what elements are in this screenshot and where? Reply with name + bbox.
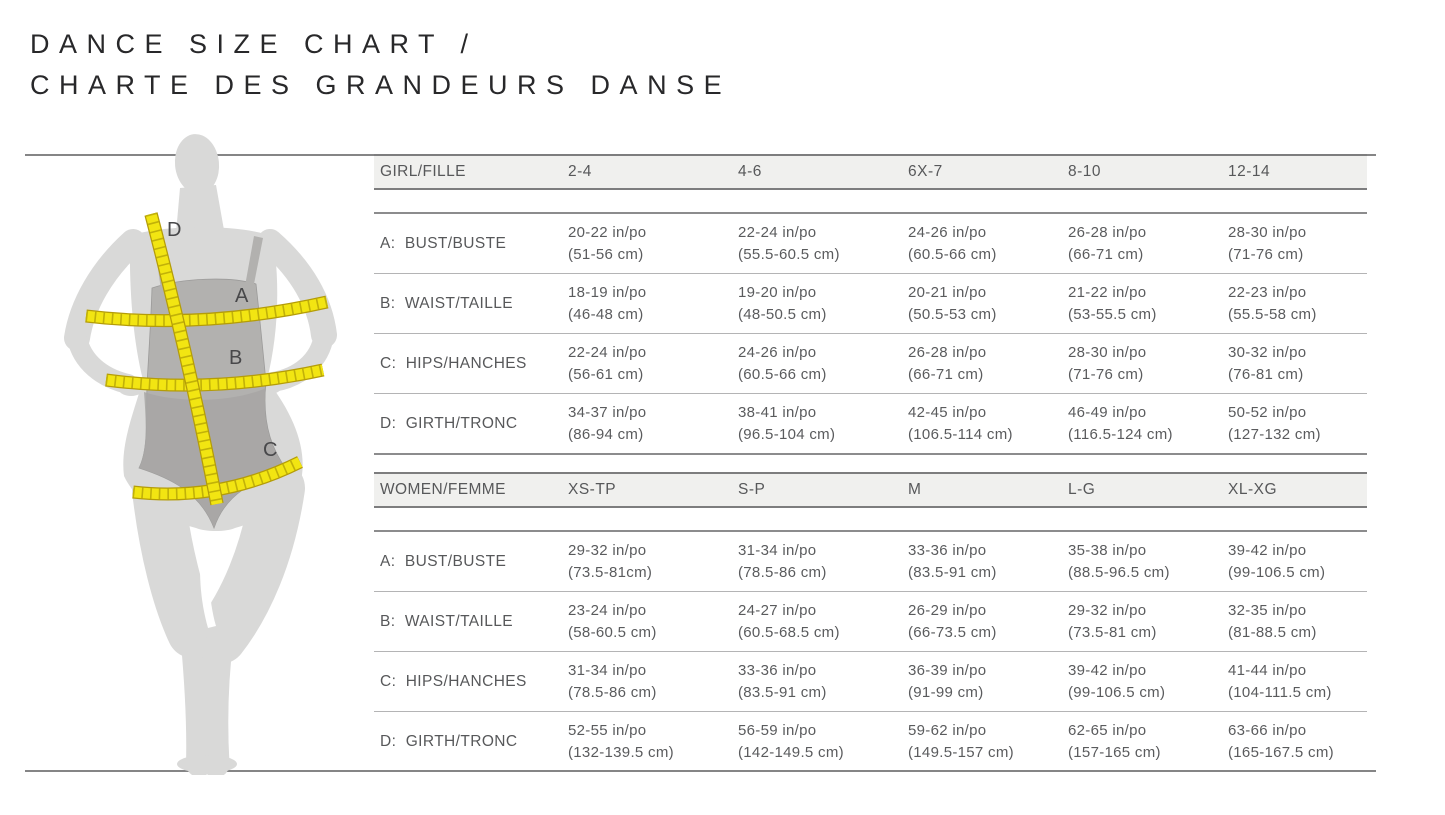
size-value-inches: 20-21 in/po (908, 284, 987, 301)
page-title (30, 24, 731, 106)
size-value-cm: (157-165 cm) (1068, 743, 1161, 761)
size-value-cell (906, 222, 1066, 265)
size-value-cm: (91-99 cm) (908, 683, 984, 701)
table-row (374, 532, 1367, 592)
size-value-inches: 63-66 in/po (1228, 722, 1307, 739)
size-value-cell (1066, 342, 1226, 385)
size-value-cm: (99-106.5 cm) (1068, 683, 1166, 701)
size-value-inches: 39-42 in/po (1228, 542, 1307, 559)
size-value-inches: 20-22 in/po (568, 224, 647, 241)
table-header-row (374, 472, 1367, 508)
size-value-cell (1226, 660, 1367, 703)
size-value-cm: (60.5-66 cm) (908, 245, 997, 263)
size-column-header: XS-TP (568, 481, 617, 498)
size-value-cm: (104-111.5 cm) (1228, 683, 1332, 701)
size-value-cell (566, 282, 736, 325)
size-value-cm: (99-106.5 cm) (1228, 563, 1326, 581)
size-value-cm: (149.5-157 cm) (908, 743, 1014, 761)
table-row (374, 652, 1367, 712)
size-column-header: XL-XG (1228, 481, 1278, 498)
table-row (374, 592, 1367, 652)
size-value-cell (906, 600, 1066, 643)
size-value-cm: (71-76 cm) (1068, 365, 1144, 383)
size-value-cm: (76-81 cm) (1228, 365, 1304, 383)
size-value-cell (736, 342, 906, 385)
size-value-inches: 26-28 in/po (908, 344, 987, 361)
size-value-cell (906, 540, 1066, 583)
size-value-cm: (142-149.5 cm) (738, 743, 844, 761)
size-value-cm: (106.5-114 cm) (908, 425, 1013, 443)
size-value-cm: (116.5-124 cm) (1068, 425, 1173, 443)
dancer-silhouette-illustration (30, 130, 360, 775)
size-value-inches: 32-35 in/po (1228, 602, 1307, 619)
measurement-row-label: A: BUST/BUSTE (380, 234, 507, 252)
size-value-inches: 24-26 in/po (738, 344, 817, 361)
size-value-cell (736, 600, 906, 643)
size-value-cell (1226, 402, 1367, 445)
size-value-inches: 41-44 in/po (1228, 662, 1307, 679)
size-value-cell (1226, 342, 1367, 385)
size-value-inches: 24-26 in/po (908, 224, 987, 241)
size-value-inches: 29-32 in/po (1068, 602, 1147, 619)
size-value-cell (736, 222, 906, 265)
size-value-inches: 56-59 in/po (738, 722, 817, 739)
size-value-cell (566, 540, 736, 583)
size-value-cm: (78.5-86 cm) (738, 563, 827, 581)
size-value-inches: 22-24 in/po (568, 344, 647, 361)
size-value-cm: (88.5-96.5 cm) (1068, 563, 1170, 581)
table-row (374, 394, 1367, 455)
size-value-cell (1226, 282, 1367, 325)
size-value-cm: (81-88.5 cm) (1228, 623, 1317, 641)
size-value-inches: 24-27 in/po (738, 602, 817, 619)
size-value-inches: 28-30 in/po (1228, 224, 1307, 241)
table-header-gap (374, 508, 1367, 530)
measurement-row-label: C: HIPS/HANCHES (380, 672, 527, 690)
size-value-cm: (127-132 cm) (1228, 425, 1321, 443)
measurement-row-label: C: HIPS/HANCHES (380, 354, 527, 372)
size-value-inches: 18-19 in/po (568, 284, 647, 301)
size-value-cm: (55.5-60.5 cm) (738, 245, 840, 263)
size-value-cm: (50.5-53 cm) (908, 305, 997, 323)
size-value-inches: 29-32 in/po (568, 542, 647, 559)
table-header-gap (374, 190, 1367, 212)
size-value-inches: 42-45 in/po (908, 404, 987, 421)
size-value-inches: 28-30 in/po (1068, 344, 1147, 361)
measurement-figure (30, 130, 360, 775)
size-value-inches: 22-23 in/po (1228, 284, 1307, 301)
table-header-label: WOMEN/FEMME (380, 481, 506, 498)
size-value-cm: (60.5-66 cm) (738, 365, 827, 383)
measurement-row-label: D: GIRTH/TRONC (380, 414, 518, 432)
size-value-cell (1066, 222, 1226, 265)
size-value-cell (906, 660, 1066, 703)
measure-label-b: B (229, 347, 243, 369)
size-value-inches: 52-55 in/po (568, 722, 647, 739)
size-value-cm: (66-71 cm) (908, 365, 984, 383)
size-value-cm: (71-76 cm) (1228, 245, 1304, 263)
size-value-cell (1226, 222, 1367, 265)
measurement-row-label: B: WAIST/TAILLE (380, 612, 514, 630)
size-value-cell (906, 342, 1066, 385)
size-value-inches: 22-24 in/po (738, 224, 817, 241)
size-value-inches: 46-49 in/po (1068, 404, 1147, 421)
size-value-cm: (48-50.5 cm) (738, 305, 827, 323)
size-column-header: M (908, 481, 922, 498)
size-value-cell (1066, 660, 1226, 703)
size-value-cell (1226, 600, 1367, 643)
size-column-header: 6X-7 (908, 163, 943, 180)
page-title-en: DANCE SIZE CHART / (30, 29, 478, 59)
size-value-cell (1066, 402, 1226, 445)
size-value-cell (566, 342, 736, 385)
measurement-row-label: A: BUST/BUSTE (380, 552, 507, 570)
size-value-cm: (73.5-81 cm) (1068, 623, 1157, 641)
size-column-header: 12-14 (1228, 163, 1271, 180)
size-value-cell (736, 720, 906, 763)
table-header-row (374, 154, 1367, 190)
size-value-cell (736, 282, 906, 325)
size-value-cm: (86-94 cm) (568, 425, 644, 443)
size-value-cell (736, 660, 906, 703)
size-value-inches: 26-28 in/po (1068, 224, 1147, 241)
size-value-cm: (51-56 cm) (568, 245, 644, 263)
size-value-cm: (58-60.5 cm) (568, 623, 657, 641)
size-value-cm: (78.5-86 cm) (568, 683, 657, 701)
size-value-inches: 50-52 in/po (1228, 404, 1307, 421)
size-value-cm: (66-71 cm) (1068, 245, 1144, 263)
size-column-header: 2-4 (568, 163, 592, 180)
women-size-table (374, 472, 1367, 771)
size-value-inches: 19-20 in/po (738, 284, 817, 301)
size-value-cm: (60.5-68.5 cm) (738, 623, 840, 641)
measurement-row-label: B: WAIST/TAILLE (380, 294, 514, 312)
page-title-fr: CHARTE DES GRANDEURS DANSE (30, 70, 732, 100)
size-value-inches: 33-36 in/po (738, 662, 817, 679)
size-value-inches: 33-36 in/po (908, 542, 987, 559)
table-row (374, 712, 1367, 771)
size-value-inches: 35-38 in/po (1068, 542, 1147, 559)
table-row (374, 274, 1367, 334)
size-value-inches: 36-39 in/po (908, 662, 987, 679)
size-value-cell (566, 222, 736, 265)
size-value-inches: 26-29 in/po (908, 602, 987, 619)
size-value-cm: (56-61 cm) (568, 365, 644, 383)
size-value-inches: 34-37 in/po (568, 404, 647, 421)
girl-size-table (374, 154, 1367, 455)
table-body (374, 212, 1367, 455)
size-value-cell (1066, 720, 1226, 763)
size-value-inches: 21-22 in/po (1068, 284, 1147, 301)
figure-neck (176, 185, 224, 233)
size-column-header: 4-6 (738, 163, 762, 180)
size-value-cell (1226, 720, 1367, 763)
size-value-cell (906, 720, 1066, 763)
size-value-cell (1226, 540, 1367, 583)
measure-label-a: A (235, 285, 249, 307)
size-value-cm: (83.5-91 cm) (738, 683, 827, 701)
size-value-cm: (66-73.5 cm) (908, 623, 997, 641)
size-value-cell (906, 282, 1066, 325)
size-value-cell (1066, 600, 1226, 643)
size-value-cell (736, 402, 906, 445)
size-value-inches: 31-34 in/po (568, 662, 647, 679)
size-value-cell (566, 600, 736, 643)
size-value-inches: 38-41 in/po (738, 404, 817, 421)
measure-label-c: C (263, 439, 278, 461)
size-value-cell (906, 402, 1066, 445)
size-value-cell (1066, 282, 1226, 325)
size-value-inches: 31-34 in/po (738, 542, 817, 559)
size-value-cm: (83.5-91 cm) (908, 563, 997, 581)
size-value-inches: 39-42 in/po (1068, 662, 1147, 679)
size-value-inches: 23-24 in/po (568, 602, 647, 619)
size-value-cell (566, 720, 736, 763)
size-value-inches: 30-32 in/po (1228, 344, 1307, 361)
size-value-cm: (73.5-81cm) (568, 563, 653, 581)
size-value-cm: (53-55.5 cm) (1068, 305, 1157, 323)
size-value-cell (736, 540, 906, 583)
table-header-label: GIRL/FILLE (380, 163, 466, 180)
size-value-inches: 59-62 in/po (908, 722, 987, 739)
size-value-inches: 62-65 in/po (1068, 722, 1147, 739)
size-value-cell (1066, 540, 1226, 583)
table-body (374, 530, 1367, 771)
size-value-cm: (46-48 cm) (568, 305, 644, 323)
size-column-header: 8-10 (1068, 163, 1102, 180)
size-value-cm: (132-139.5 cm) (568, 743, 674, 761)
measure-label-d: D (167, 219, 182, 241)
size-column-header: L-G (1068, 481, 1096, 498)
size-value-cell (566, 402, 736, 445)
size-value-cell (566, 660, 736, 703)
size-value-cm: (96.5-104 cm) (738, 425, 836, 443)
table-row (374, 334, 1367, 394)
size-value-cm: (165-167.5 cm) (1228, 743, 1334, 761)
size-value-cm: (55.5-58 cm) (1228, 305, 1317, 323)
table-row (374, 214, 1367, 274)
figure-feet (177, 755, 237, 773)
size-column-header: S-P (738, 481, 766, 498)
measurement-row-label: D: GIRTH/TRONC (380, 732, 518, 750)
